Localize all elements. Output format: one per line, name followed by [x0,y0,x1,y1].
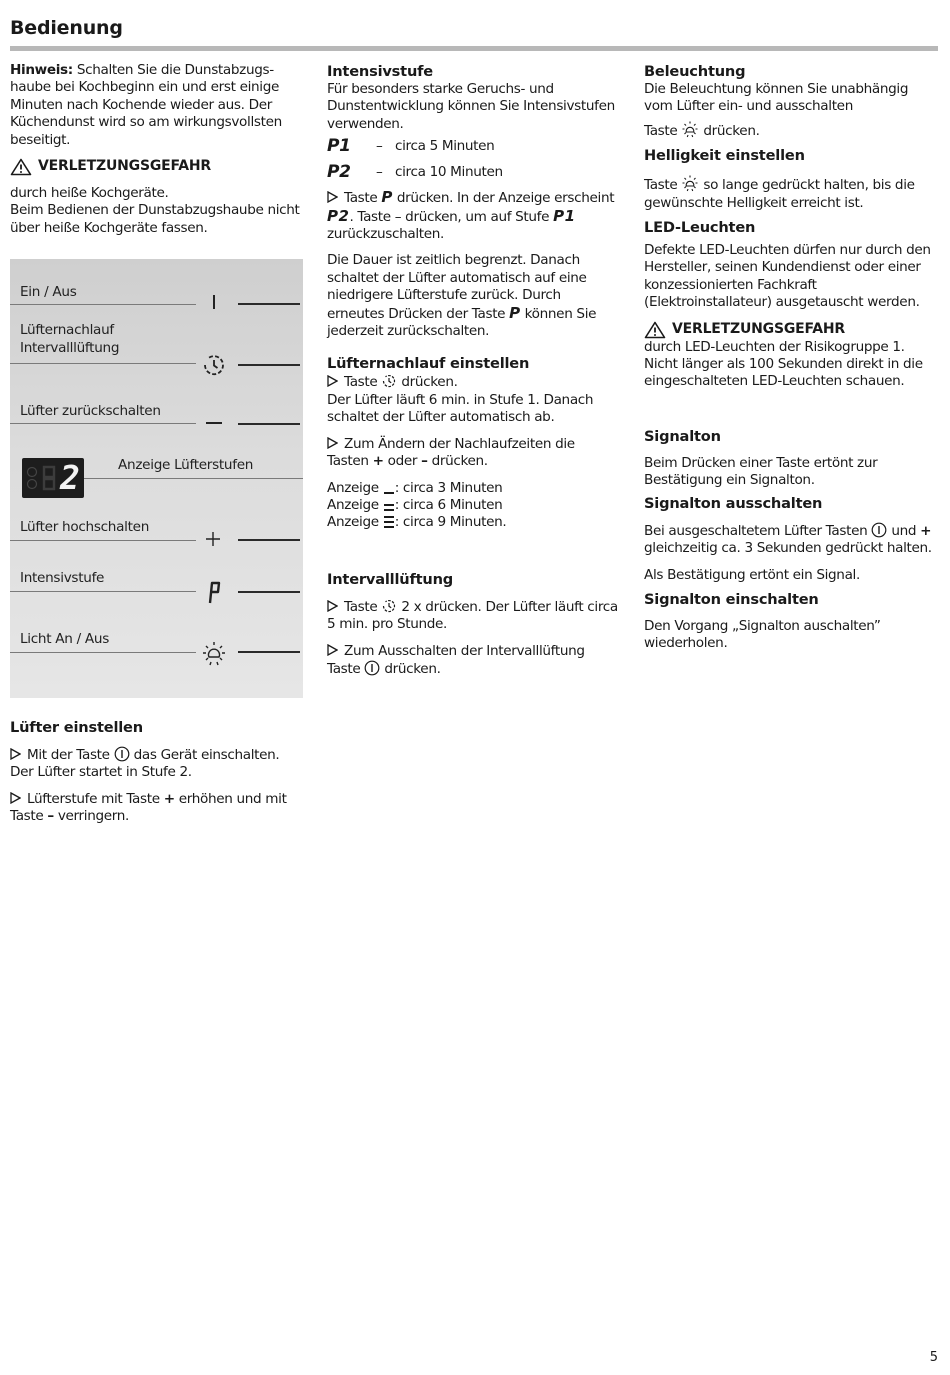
afterrun-step-1-detail: Der Lüfter läuft 6 min. in Stufe 1. Danach schaltet der Lüfter automatisch ab. [327,391,594,426]
intensive-intro: Für besonders starke Geruchs- und Dunstentwicklung können Sie Intensivstufen verwenden. [327,81,615,132]
plus-button-icon[interactable] [205,531,221,547]
display-one-bar-icon [383,481,395,495]
hint-text: Schalten Sie die Dunstabzugs-haube bei Kochbeginn ein und erst einige Minuten nach Kochende wieder aus. Der Küchendunst wird so am wirkungsvollsten beseitigt. [10,62,282,148]
panel-label-intensive: Intensivstufe [20,570,105,586]
timer-button-icon[interactable] [201,352,227,378]
afterrun-step-1: Taste drücken. [327,373,619,391]
fan-step-2: Lüfterstufe mit Taste + erhöhen und mit Taste – verringern. [10,790,287,825]
column-right [644,62,940,653]
step-arrow-icon [327,644,338,656]
signal-title: Signalton [644,427,721,445]
led-warning-heading [644,321,940,339]
panel-label-after-run: Lüfternachlauf [20,322,114,338]
panel-label-fan-down: Lüfter zurückschalten [20,403,161,419]
panel-label-interval: Intervalllüftung [20,340,120,356]
fan-title: Lüfter einstellen [10,719,143,736]
warning-line-1: durch heiße Kochgeräte. [10,185,169,202]
brightness-title: Helligkeit einstellen [644,147,805,165]
intensive-step: Taste P drücken. In der Anzeige erscheint P2. Taste – drücken, um auf Stufe P1 zurückzuschalten. [327,188,615,243]
panel-label-display: Anzeige Lüfterstufen [118,457,254,473]
step-arrow-icon [10,792,21,804]
panel-label-on-off: Ein / Aus [20,284,77,300]
display-two-bars-icon [383,498,395,512]
power-icon [871,522,887,538]
section-fan [10,718,305,826]
intensive-level-2: P2 – circa 10 Minuten [327,161,503,182]
display-indicator-icon [25,464,39,492]
signal-off-text: Bei ausgeschaltetem Lüfter Tasten und + gleichzeitig ca. 3 Sekunden gedrückt halten. [644,522,932,557]
intensive-duration: Die Dauer ist zeitlich begrenzt. Danach schaltet der Lüfter automatisch auf eine niedrigere Lüfterstufe zurück. Durch erneutes Drücken der Taste P können Sie jederzeit zurückschalten. [327,252,597,340]
interval-step-1: Taste 2 x drücken. Der Lüfter läuft circa 5 min. pro Stunde. [327,598,618,633]
intensive-button-icon[interactable] [206,581,222,605]
step-arrow-icon [10,748,21,760]
column-middle [327,62,619,678]
panel-label-light: Licht An / Aus [20,631,110,647]
signal-off-confirm: Als Bestätigung ertönt ein Signal. [644,566,860,583]
step-arrow-icon [327,437,338,449]
display-three-bars-icon [383,515,395,529]
interval-step-2: Zum Ausschalten der Intervalllüftung Taste drücken. [327,642,585,677]
step-arrow-icon [327,191,338,203]
timer-icon [381,373,397,389]
afterrun-display-3: Anzeige : circa 9 Minuten. [327,514,507,531]
signal-off-title: Signalton ausschalten [644,494,823,512]
column-left [10,62,305,237]
display-ghost-digit-icon [39,464,59,492]
lighting-press: Taste drücken. [644,120,940,140]
warning-heading [10,158,305,176]
timer-icon [381,598,397,614]
warning-triangle-icon [10,158,32,176]
led-text: Defekte LED-Leuchten dürfen nur durch den Hersteller, seinen Kundendienst oder einer konzessionierten Fachkraft (Elektroinstallateur) ausgetauscht werden. [644,242,931,311]
page-number: 5 [929,1350,938,1365]
interval-title: Intervalllüftung [327,570,453,588]
warning-title: VERLETZUNGSGEFAHR [38,158,211,175]
step-arrow-icon [327,600,338,612]
display-digit: 2 [60,458,80,497]
intensive-level-1: P1 – circa 5 Minuten [327,135,495,156]
warning-triangle-icon [644,321,666,339]
afterrun-display-1: Anzeige : circa 3 Minuten [327,479,503,496]
minus-button-icon[interactable] [206,422,222,424]
hint-label: Hinweis: [10,62,73,78]
lighting-title: Beleuchtung [644,63,746,80]
step-arrow-icon [327,375,338,387]
fan-step-1: Mit der Taste das Gerät einschalten. Der Lüfter startet in Stufe 2. [10,747,280,781]
panel-label-fan-up: Lüfter hochschalten [20,519,150,535]
afterrun-display-2: Anzeige : circa 6 Minuten [327,496,503,513]
power-button-icon[interactable] [210,292,218,312]
light-button-icon[interactable] [201,639,227,667]
signal-on-title: Signalton einschalten [644,590,819,608]
warning-line-2: Beim Bedienen der Dunstabzugshaube nicht über heiße Kochgeräte fassen. [10,202,300,236]
lighting-text: Die Beleuchtung können Sie unabhängig vom Lüfter ein- und ausschalten [644,81,909,115]
intensive-title: Intensivstufe [327,63,433,80]
signal-on-text: Den Vorgang „Signalton auschalten” wiederholen. [644,617,881,652]
power-icon [364,660,380,676]
signal-text: Beim Drücken einer Taste ertönt zur Bestätigung ein Signalton. [644,454,878,489]
afterrun-title: Lüfternachlauf einstellen [327,355,530,373]
led-title: LED-Leuchten [644,219,756,237]
led-warning-text: durch LED-Leuchten der Risikogruppe 1. Nicht länger als 100 Sekunden direkt in die eingeschalteten LED-Leuchten schauen. [644,338,923,390]
page-title: Bedienung [10,17,123,39]
led-warning-title: VERLETZUNGSGEFAHR [672,320,845,337]
title-rule [10,46,938,51]
fan-level-display [22,458,84,498]
light-icon [681,174,699,192]
power-icon [114,746,130,762]
afterrun-step-2: Zum Ändern der Nachlaufzeiten die Tasten + oder – drücken. [327,435,575,470]
hint-paragraph [10,62,305,149]
control-panel [10,259,303,698]
brightness-text: Taste so lange gedrückt halten, bis die gewünschte Helligkeit erreicht ist. [644,174,940,212]
light-icon [681,120,699,138]
